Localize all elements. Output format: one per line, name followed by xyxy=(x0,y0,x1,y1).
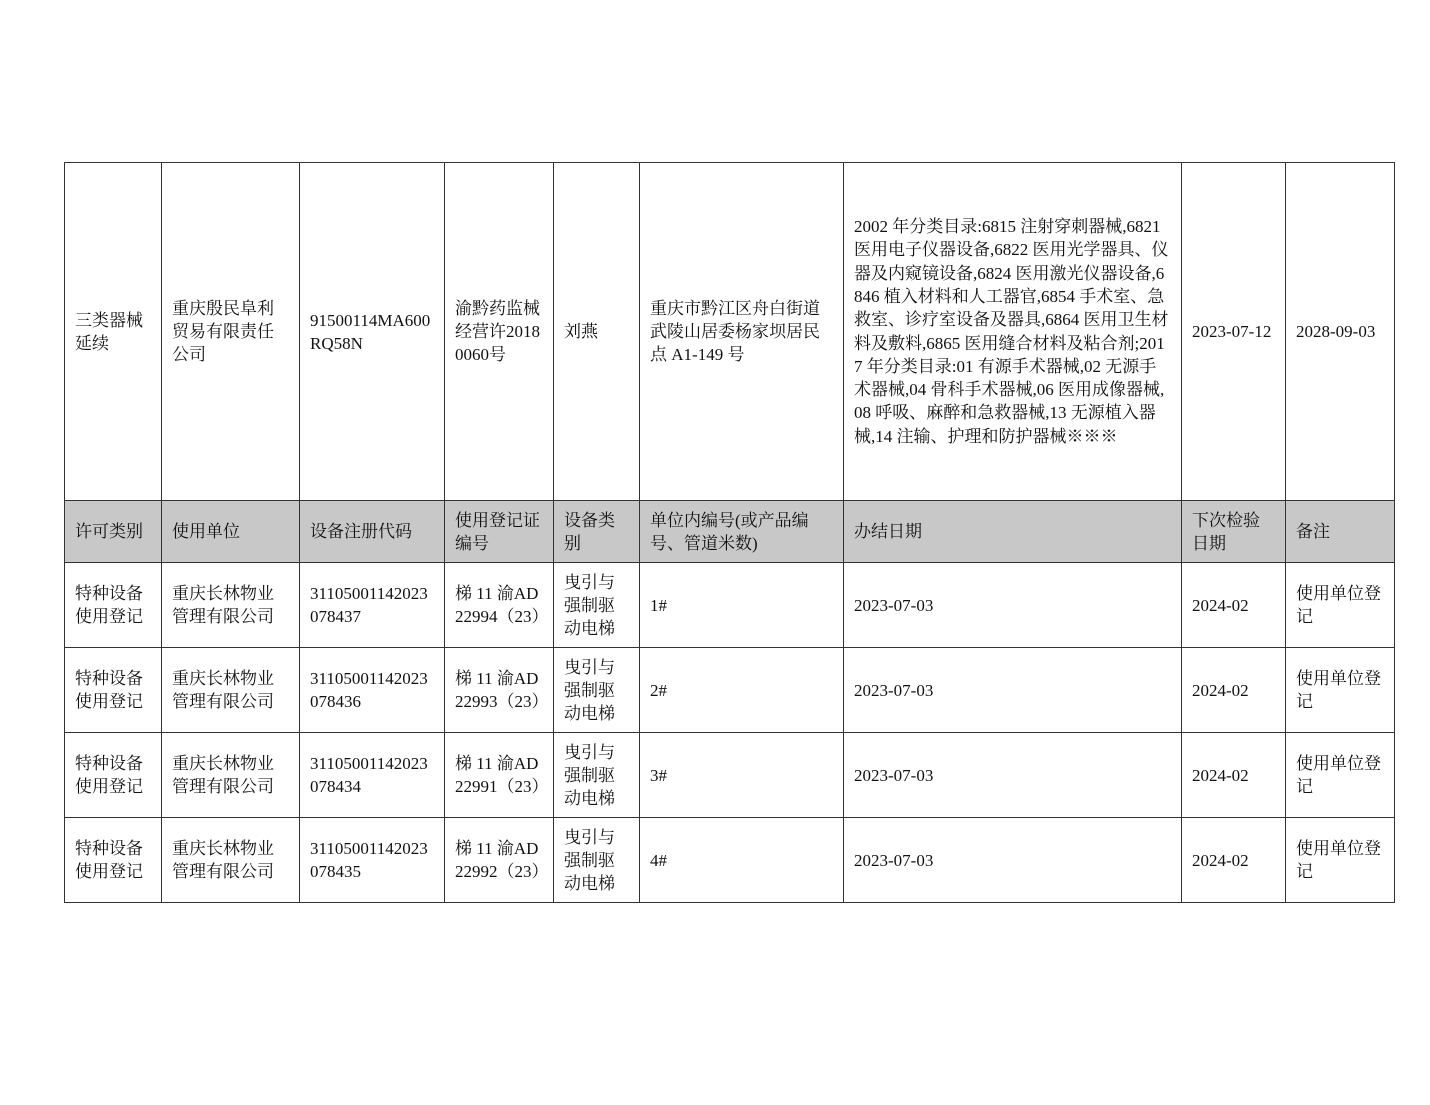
row-license-type: 特种设备使用登记 xyxy=(65,733,162,818)
row-unit: 重庆长林物业管理有限公司 xyxy=(162,563,300,648)
row-next-check: 2024-02 xyxy=(1182,818,1286,903)
row-reg-code: 31105001142023078437 xyxy=(300,563,445,648)
row-remark: 使用单位登记 xyxy=(1286,563,1395,648)
table-row xyxy=(65,733,1395,818)
header-internal-no: 单位内编号(或产品编号、管道米数) xyxy=(640,501,844,563)
header-license-type: 许可类别 xyxy=(65,501,162,563)
person-cell: 刘燕 xyxy=(554,163,640,501)
table-row xyxy=(65,648,1395,733)
row-done-date: 2023-07-03 xyxy=(844,818,1182,903)
table-row xyxy=(65,818,1395,903)
header-remark: 备注 xyxy=(1286,501,1395,563)
row-device-type: 曳引与强制驱动电梯 xyxy=(554,563,640,648)
issue-date-cell: 2023-07-12 xyxy=(1182,163,1286,501)
row-device-type: 曳引与强制驱动电梯 xyxy=(554,733,640,818)
header-cert-no: 使用登记证编号 xyxy=(445,501,554,563)
row-done-date: 2023-07-03 xyxy=(844,648,1182,733)
row-cert-no: 梯 11 渝AD22991（23） xyxy=(445,733,554,818)
header-done-date: 办结日期 xyxy=(844,501,1182,563)
row-reg-code: 31105001142023078436 xyxy=(300,648,445,733)
row-device-type: 曳引与强制驱动电梯 xyxy=(554,818,640,903)
row-cert-no: 梯 11 渝AD22994（23） xyxy=(445,563,554,648)
header-reg-code: 设备注册代码 xyxy=(300,501,445,563)
row-internal-no: 3# xyxy=(640,733,844,818)
row-next-check: 2024-02 xyxy=(1182,648,1286,733)
row-reg-code: 31105001142023078434 xyxy=(300,733,445,818)
row-remark: 使用单位登记 xyxy=(1286,818,1395,903)
row-internal-no: 2# xyxy=(640,648,844,733)
license-number-cell: 渝黔药监械经营许20180060号 xyxy=(445,163,554,501)
row-unit: 重庆长林物业管理有限公司 xyxy=(162,733,300,818)
license-table xyxy=(64,162,1395,903)
row-license-type: 特种设备使用登记 xyxy=(65,648,162,733)
company-cell: 重庆殷民阜利贸易有限责任公司 xyxy=(162,163,300,501)
row-done-date: 2023-07-03 xyxy=(844,563,1182,648)
header-next-check: 下次检验日期 xyxy=(1182,501,1286,563)
address-cell: 重庆市黔江区舟白街道武陵山居委杨家坝居民点 A1-149 号 xyxy=(640,163,844,501)
row-unit: 重庆长林物业管理有限公司 xyxy=(162,818,300,903)
credit-code-cell: 91500114MA600RQ58N xyxy=(300,163,445,501)
license-type-cell: 三类器械延续 xyxy=(65,163,162,501)
row-internal-no: 4# xyxy=(640,818,844,903)
row-next-check: 2024-02 xyxy=(1182,563,1286,648)
table-header-row xyxy=(65,501,1395,563)
row-license-type: 特种设备使用登记 xyxy=(65,563,162,648)
row-unit: 重庆长林物业管理有限公司 xyxy=(162,648,300,733)
row-remark: 使用单位登记 xyxy=(1286,733,1395,818)
row-internal-no: 1# xyxy=(640,563,844,648)
header-unit: 使用单位 xyxy=(162,501,300,563)
row-next-check: 2024-02 xyxy=(1182,733,1286,818)
header-device-type: 设备类别 xyxy=(554,501,640,563)
row-remark: 使用单位登记 xyxy=(1286,648,1395,733)
row-license-type: 特种设备使用登记 xyxy=(65,818,162,903)
row-done-date: 2023-07-03 xyxy=(844,733,1182,818)
row-device-type: 曳引与强制驱动电梯 xyxy=(554,648,640,733)
business-scope-cell: 2002 年分类目录:6815 注射穿刺器械,6821 医用电子仪器设备,6822 医用光学器具、仪器及内窥镜设备,6824 医用激光仪器设备,6846 植入材料和人工器官,6854 手术室、急救室、诊疗室设备及器具,6864 医用卫生材料及敷料,6865 医用缝合材料及粘合剂;2017 年分类目录:01 有源手术器械,02 无源手术器械,04 骨科手术器械,06 医用成像器械,08 呼吸、麻醉和急救器械,13 无源植入器械,14 注输、护理和防护器械※※※ xyxy=(844,163,1182,501)
row-cert-no: 梯 11 渝AD22992（23） xyxy=(445,818,554,903)
medical-device-license-row xyxy=(65,163,1395,501)
row-reg-code: 31105001142023078435 xyxy=(300,818,445,903)
expiry-date-cell: 2028-09-03 xyxy=(1286,163,1395,501)
row-cert-no: 梯 11 渝AD22993（23） xyxy=(445,648,554,733)
table-row xyxy=(65,563,1395,648)
